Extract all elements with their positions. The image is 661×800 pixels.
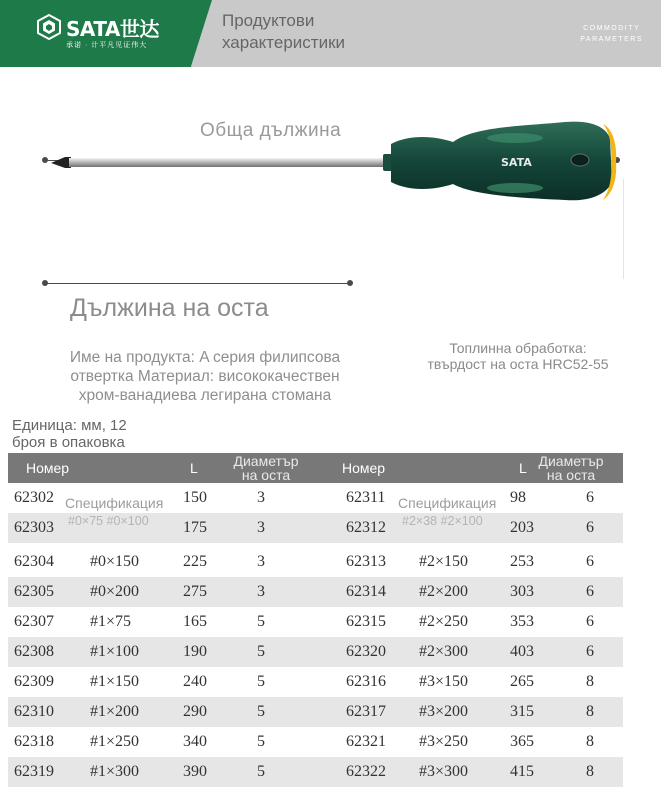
english-title-line2: PARAMETERS [580,36,643,43]
table-row [8,667,623,697]
cell-length-right: 203 [510,519,534,536]
specification-table [8,453,623,787]
cell-number-left: 62303 [14,519,54,536]
table-row [8,577,623,607]
cell-number-right: 62320 [346,643,386,660]
cell-diameter-right: 6 [586,613,594,630]
header-diameter-left-line2: на оста [241,467,291,483]
cell-length-right: 365 [510,733,534,750]
cell-diameter-right: 6 [586,553,594,570]
spec-label-right: Спецификация [398,495,497,511]
cell-length-left: 390 [183,763,207,780]
heat-treatment-line2: твърдост на оста HRC52-55 [427,356,609,372]
cell-diameter-right: 6 [586,489,594,506]
cell-spec-right: #2×150 [419,553,469,570]
cell-spec-left: #1×150 [90,673,140,690]
handle-brand-text: SATA [501,156,532,169]
cell-length-left: 225 [183,553,207,570]
header-diameter-left-line1: Диаметър [233,453,299,469]
table-row [8,547,623,577]
shaft-length-end-dot [347,280,353,286]
cell-spec-left: #1×300 [90,763,140,780]
cell-spec-left: #1×250 [90,733,140,750]
cell-length-right: 415 [510,763,534,780]
cell-spec-right: #2×300 [419,643,469,660]
cell-length-left: 165 [183,613,207,630]
header-diameter-left [226,454,306,482]
cell-length-right: 98 [510,489,526,506]
cell-number-left: 62319 [14,763,54,780]
cell-spec-right: #3×300 [419,763,469,780]
cell-number-right: 62311 [346,489,386,506]
cell-length-left: 175 [183,519,207,536]
cell-number-right: 62316 [346,673,386,690]
cell-length-right: 253 [510,553,534,570]
cell-length-left: 290 [183,703,207,720]
cell-number-left: 62309 [14,673,54,690]
header-length-left: L [190,460,198,476]
cell-length-left: 275 [183,583,207,600]
cell-diameter-right: 6 [586,643,594,660]
heat-treatment-text [418,340,618,372]
cell-diameter-left: 5 [257,613,265,630]
cell-number-right: 62314 [346,583,386,600]
unit-note [12,417,162,451]
header-diameter-right [531,454,611,482]
table-row [8,757,623,787]
cell-spec-left: #0×150 [90,553,140,570]
page-title-line2: характеристики [222,33,346,52]
cell-spec-right: #3×200 [419,703,469,720]
cell-spec-left: #1×75 [90,613,132,630]
table-row [8,697,623,727]
screwdriver-image [45,112,620,232]
spec-hint-left: #0×75 #0×100 [68,514,149,528]
cell-length-right: 403 [510,643,534,660]
cell-diameter-left: 3 [257,583,265,600]
cell-length-right: 265 [510,673,534,690]
cell-number-left: 62302 [14,489,54,506]
page-header [0,0,661,67]
cell-diameter-left: 5 [257,643,265,660]
cell-spec-right: #2×200 [419,583,469,600]
unit-note-line1: Единица: мм, 12 [12,417,127,434]
handle-height-line [623,179,624,279]
cell-diameter-left: 5 [257,763,265,780]
sata-logo-icon [36,14,62,40]
cell-spec-left: #1×100 [90,643,140,660]
page-title-line1: Продуктови [222,11,315,30]
page-title [222,10,345,54]
cell-diameter-left: 5 [257,733,265,750]
cell-number-left: 62318 [14,733,54,750]
heat-treatment-line1: Топлинна обработка: [449,340,587,356]
unit-note-line2: броя в опаковка [12,434,125,451]
cell-spec-left: #0×200 [90,583,140,600]
spec-label-left: Спецификация [65,495,164,511]
cell-number-right: 62317 [346,703,386,720]
table-row [8,637,623,667]
cell-diameter-left: 5 [257,703,265,720]
shaft-length-label: Дължина на оста [70,294,269,322]
cell-diameter-left: 3 [257,553,265,570]
cell-number-left: 62307 [14,613,54,630]
header-length-right: L [519,460,527,476]
cell-number-left: 62308 [14,643,54,660]
cell-diameter-right: 8 [586,703,594,720]
brand-slogan: 承诺 · 计平凡见证伟大 [66,42,148,49]
header-number-left: Номер [26,460,70,476]
cell-number-right: 62315 [346,613,386,630]
english-title-line1: COMMODITY [583,25,641,32]
table-body [8,483,623,787]
cell-spec-left: #1×200 [90,703,140,720]
cell-number-right: 62313 [346,553,386,570]
product-description [50,348,360,405]
cell-number-right: 62321 [346,733,386,750]
header-diameter-right-line2: на оста [546,467,596,483]
shaft-length-line [45,283,350,284]
cell-number-right: 62322 [346,763,386,780]
product-description-line3: хром-ванадиева легирана стомана [78,387,332,404]
cell-spec-right: #3×150 [419,673,469,690]
brand-name: SATA世达 [66,17,159,41]
cell-diameter-right: 8 [586,763,594,780]
cell-diameter-right: 6 [586,583,594,600]
cell-diameter-right: 8 [586,733,594,750]
cell-diameter-left: 3 [257,489,265,506]
cell-diameter-left: 3 [257,519,265,536]
total-length-label: Обща дължина [200,120,342,141]
table-row [8,607,623,637]
cell-diameter-right: 6 [586,519,594,536]
cell-length-left: 340 [183,733,207,750]
cell-number-right: 62312 [346,519,386,536]
table-header [8,453,623,483]
cell-length-right: 303 [510,583,534,600]
cell-number-left: 62304 [14,553,54,570]
cell-number-left: 62310 [14,703,54,720]
cell-length-right: 353 [510,613,534,630]
cell-number-left: 62305 [14,583,54,600]
spec-hint-right: #2×38 #2×100 [402,514,483,528]
header-diameter-right-line1: Диаметър [538,453,604,469]
table-row [8,727,623,757]
cell-spec-right: #2×250 [419,613,469,630]
cell-diameter-right: 8 [586,673,594,690]
cell-length-left: 190 [183,643,207,660]
page-title-english [580,23,643,45]
product-description-line2: отвертка Материал: висококачествен [70,368,340,385]
cell-length-left: 240 [183,673,207,690]
product-description-line1: Име на продукта: A серия филипсова [69,349,341,366]
cell-length-left: 150 [183,489,207,506]
cell-diameter-left: 5 [257,673,265,690]
header-number-right: Номер [342,460,386,476]
cell-spec-right: #3×250 [419,733,469,750]
cell-length-right: 315 [510,703,534,720]
